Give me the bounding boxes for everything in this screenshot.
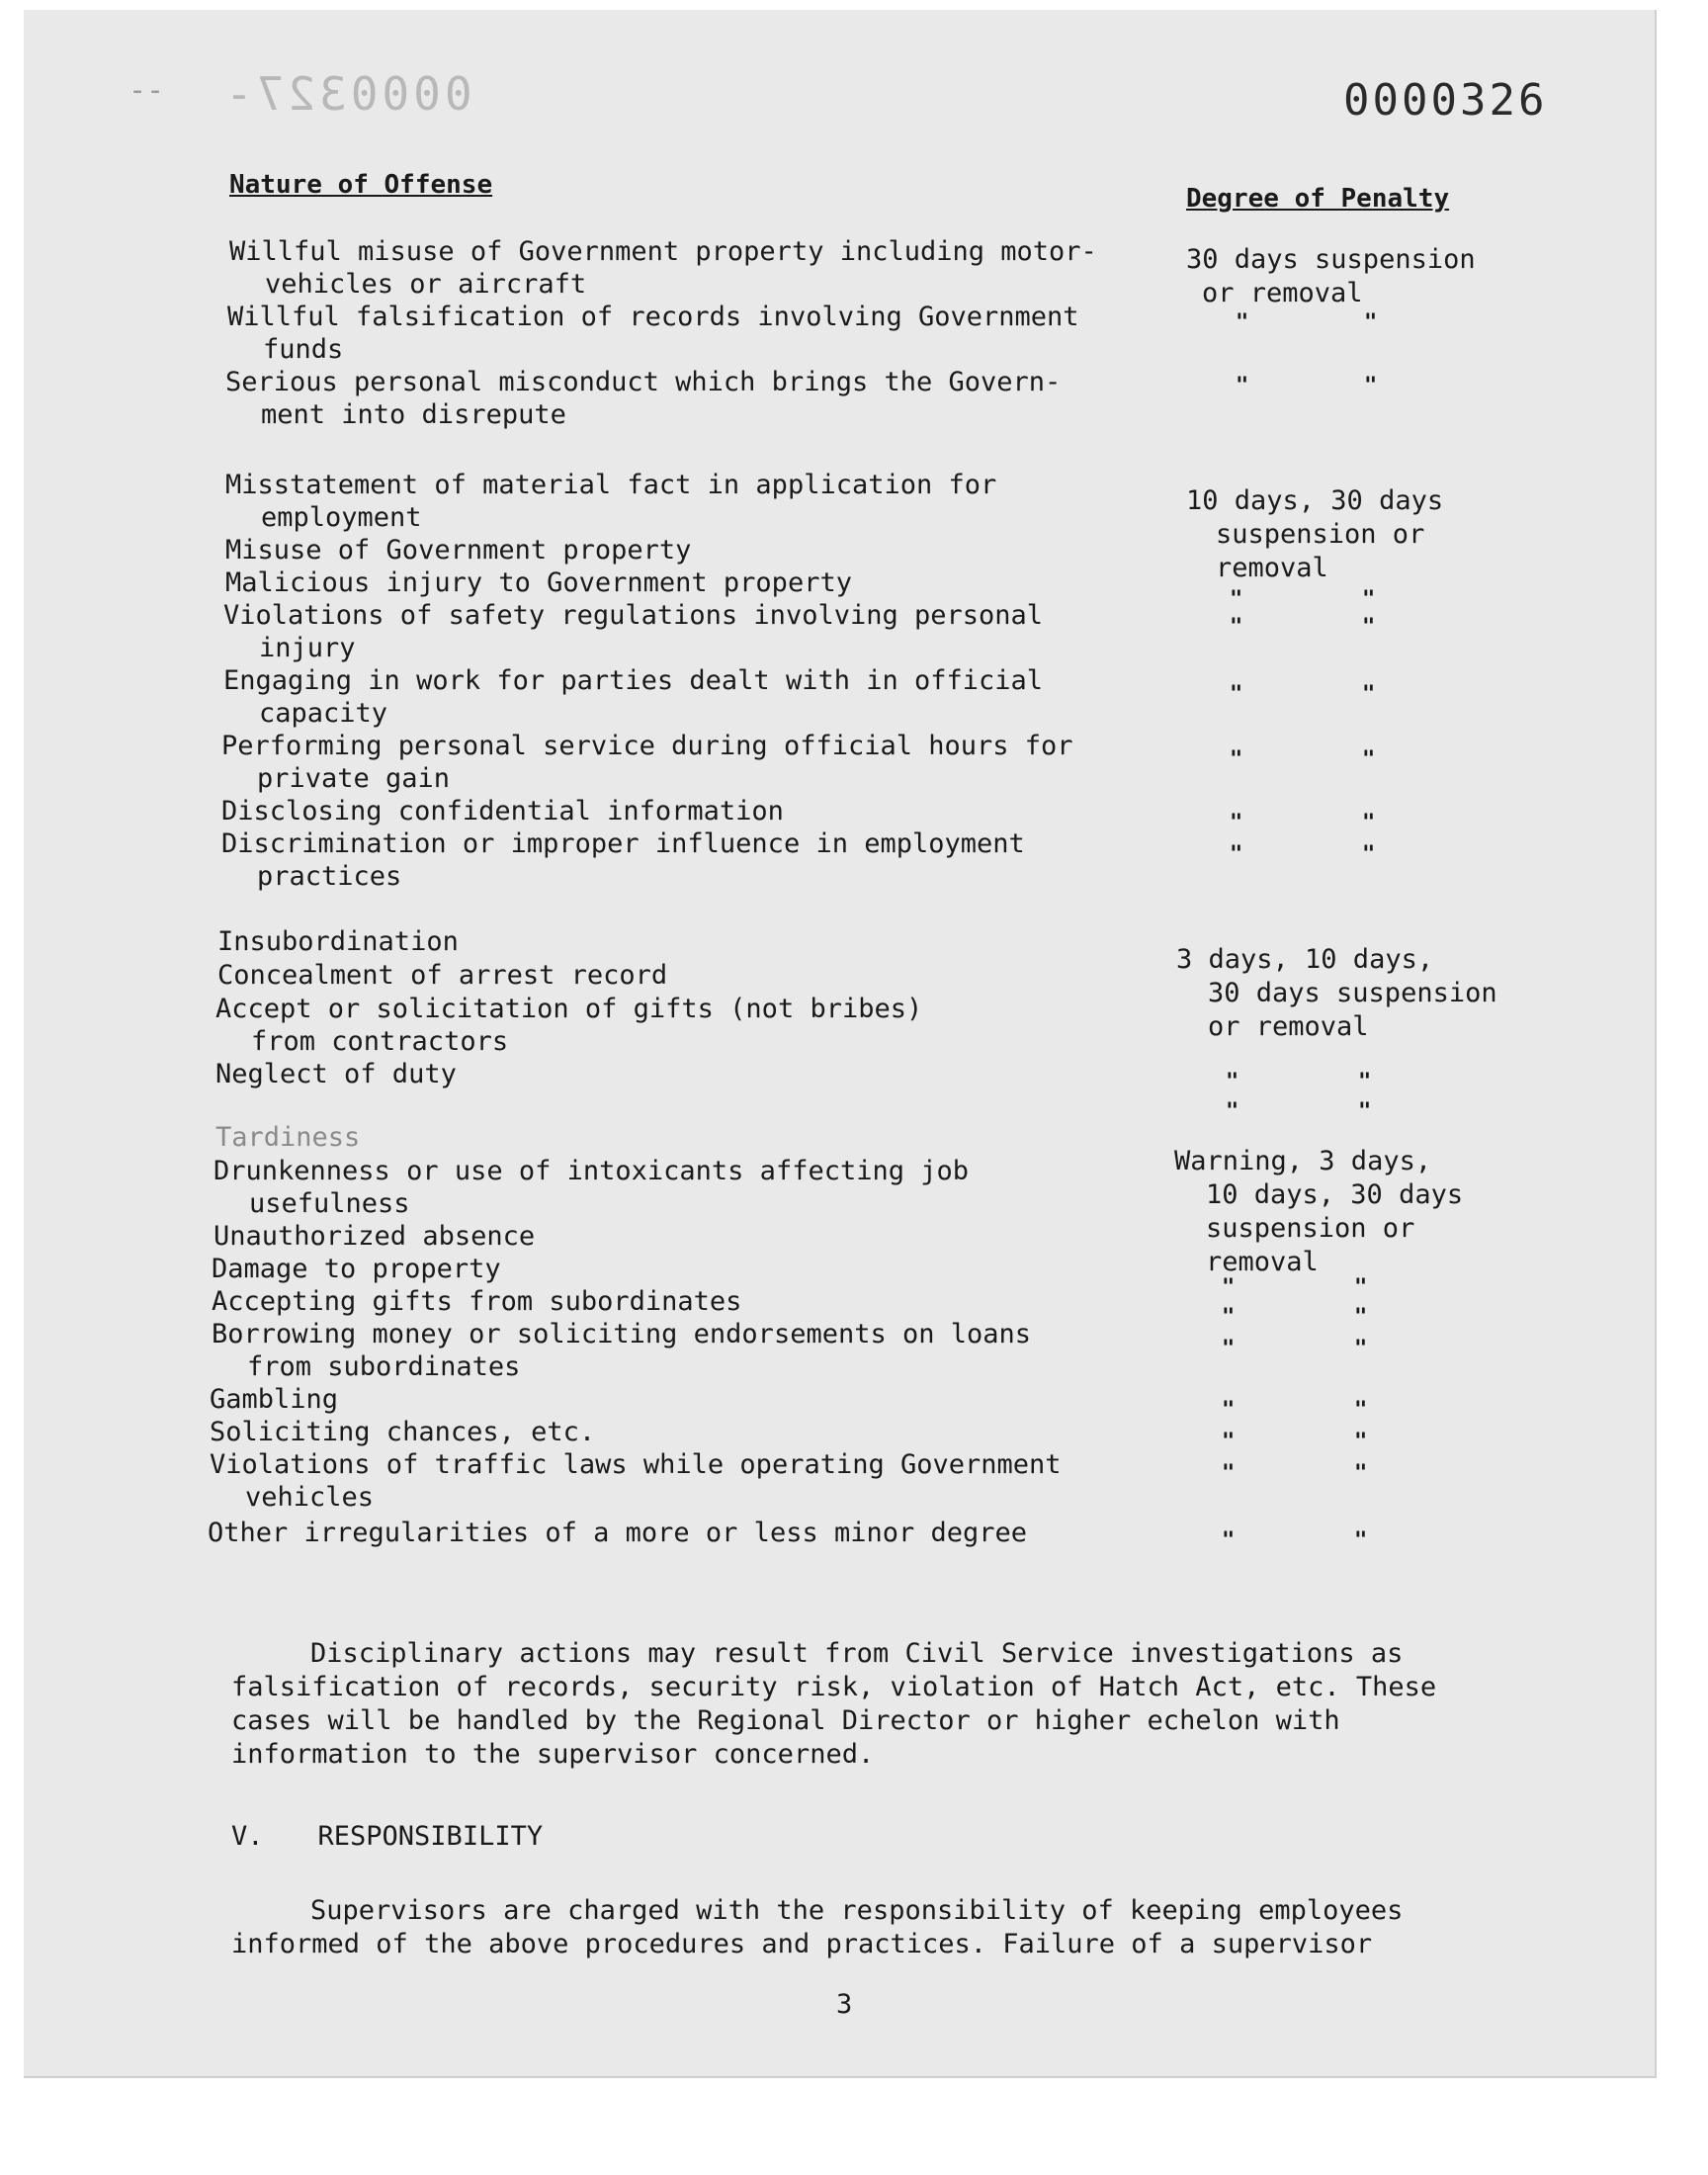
ditto-mark: " [1222,1305,1236,1330]
offense-line-cont: from subordinates [247,1351,521,1382]
offense-line: Serious personal misconduct which brings the Govern- [225,367,1062,397]
section-title: RESPONSIBILITY [317,1821,544,1852]
offense-item [225,366,1135,431]
offense-line-cont: injury [259,633,356,663]
bleed-through-number: 0000327- [221,67,472,121]
offense-item [214,1155,1123,1220]
offense-line: Performing personal service during official hours for [221,731,1073,761]
offense-item: Unauthorized absence [214,1221,536,1252]
offense-item: Accepting gifts from subordinates [212,1286,742,1317]
stray-mark: -- [128,73,165,108]
ditto-mark: " [1222,1528,1236,1553]
paragraph-text: Disciplinary actions may result from Civil Service investigations as falsification of records, security risk, violation of Hatch Act, etc. These cases will be handled by the Regional Director or higher echelon with information to the supervisor concerned. [231,1638,1437,1770]
ditto-mark: " [1222,1398,1236,1423]
ditto-mark: " [1226,1099,1239,1124]
offense-line-cont: vehicles [245,1482,375,1513]
offense-line: Drunkenness or use of intoxicants affecting job [214,1156,970,1186]
offense-line: Accept or solicitation of gifts (not bribes) [215,994,923,1024]
offense-line: Discrimination or improper influence in employment [221,828,1025,859]
section-heading [231,1821,543,1852]
penalty-line: 30 days suspension [1186,244,1476,275]
column-header-offense: Nature of Offense [229,170,493,200]
ditto-mark: " [1362,682,1376,707]
penalty-line: or removal [1202,278,1363,308]
ditto-mark: " [1236,374,1249,398]
paragraph-responsibility [231,1894,1526,1961]
paragraph-disciplinary [231,1637,1526,1772]
penalty-line: suspension or [1216,519,1425,550]
column-header-penalty: Degree of Penalty [1186,184,1450,214]
offense-item [223,599,1133,664]
ditto-mark: " [1230,587,1243,612]
offense-line-cont: vehicles or aircraft [265,269,587,300]
penalty-line: 10 days, 30 days [1186,485,1444,516]
offense-line: Violations of traffic laws while operating Government [210,1449,1062,1480]
offense-item [227,301,1137,366]
offense-line: Violations of safety regulations involving personal [223,600,1044,631]
offense-line-cont: usefulness [249,1188,410,1219]
offense-line-cont: employment [261,502,422,533]
section-number: V. [231,1821,264,1852]
page-number: 3 [836,1989,853,2020]
offense-item: Other irregularities of a more or less minor degree [208,1518,1028,1548]
penalty-line: suspension or [1206,1213,1415,1244]
ditto-mark: " [1222,1337,1236,1361]
ditto-mark: " [1230,615,1243,640]
ditto-mark: " [1362,615,1376,640]
ditto-mark: " [1358,1070,1372,1094]
document-number: 0000326 [1343,75,1548,126]
offense-item [223,664,1133,730]
ditto-mark: " [1362,842,1376,867]
ditto-mark: " [1354,1398,1368,1423]
offense-line-cont: capacity [259,698,388,729]
ditto-mark: " [1364,374,1378,398]
offense-line: Engaging in work for parties dealt with in official [223,665,1044,696]
offense-item: Disclosing confidential information [221,796,784,826]
offense-line-cont: ment into disrepute [261,399,566,430]
ditto-mark: " [1354,1337,1368,1361]
ditto-mark: " [1354,1275,1368,1300]
ditto-mark: " [1222,1430,1236,1454]
offense-item [221,730,1131,795]
offense-line-cont: from contractors [251,1026,509,1057]
offense-item [215,993,1125,1058]
ditto-mark: " [1354,1305,1368,1330]
ditto-mark: " [1362,811,1376,835]
offense-line-cont: practices [257,861,402,892]
ditto-mark: " [1354,1461,1368,1486]
offense-line-cont: funds [263,334,344,365]
offense-item [229,235,1139,301]
offense-line-cont: private gain [257,763,451,794]
ditto-mark: " [1362,587,1376,612]
ditto-mark: " [1354,1528,1368,1553]
ditto-mark: " [1230,811,1243,835]
ditto-mark: " [1354,1430,1368,1454]
ditto-mark: " [1358,1099,1372,1124]
offense-item [212,1318,1121,1383]
ditto-mark: " [1222,1461,1236,1486]
offense-item: Concealment of arrest record [217,960,668,991]
document-page [24,10,1657,2078]
offense-item [210,1448,1119,1514]
offense-line: Willful falsification of records involving Government [227,302,1079,332]
ditto-mark: " [1230,747,1243,772]
offense-item [225,469,1135,534]
offense-item: Malicious injury to Government property [225,567,852,598]
penalty-line: 3 days, 10 days, [1176,944,1434,975]
ditto-mark: " [1236,310,1249,335]
penalty-line: removal [1216,553,1328,583]
offense-item: Damage to property [212,1254,501,1284]
offense-item: Gambling [210,1384,339,1415]
offense-line: Borrowing money or soliciting endorsements on loans [212,1319,1032,1349]
offense-line: Misstatement of material fact in application for [225,470,997,500]
offense-item: Tardiness [215,1122,361,1153]
ditto-mark: " [1230,682,1243,707]
ditto-mark: " [1222,1275,1236,1300]
ditto-mark: " [1226,1070,1239,1094]
penalty-line: 10 days, 30 days [1206,1179,1464,1210]
offense-item: Insubordination [217,926,459,957]
paragraph-text: Supervisors are charged with the responsibility of keeping employees informed of the above procedures and practices. Failure of a supervisor [231,1895,1404,1959]
penalty-line: Warning, 3 days, [1174,1146,1432,1176]
offense-item [221,827,1131,893]
ditto-mark: " [1364,310,1378,335]
ditto-mark: " [1230,842,1243,867]
offense-item: Neglect of duty [215,1059,457,1089]
penalty-line: removal [1206,1247,1319,1277]
penalty-line: or removal [1208,1011,1369,1042]
ditto-mark: " [1362,747,1376,772]
offense-item: Misuse of Government property [225,535,692,566]
penalty-line: 30 days suspension [1208,978,1497,1008]
offense-item: Soliciting chances, etc. [210,1417,596,1447]
offense-line: Willful misuse of Government property including motor- [229,236,1097,267]
